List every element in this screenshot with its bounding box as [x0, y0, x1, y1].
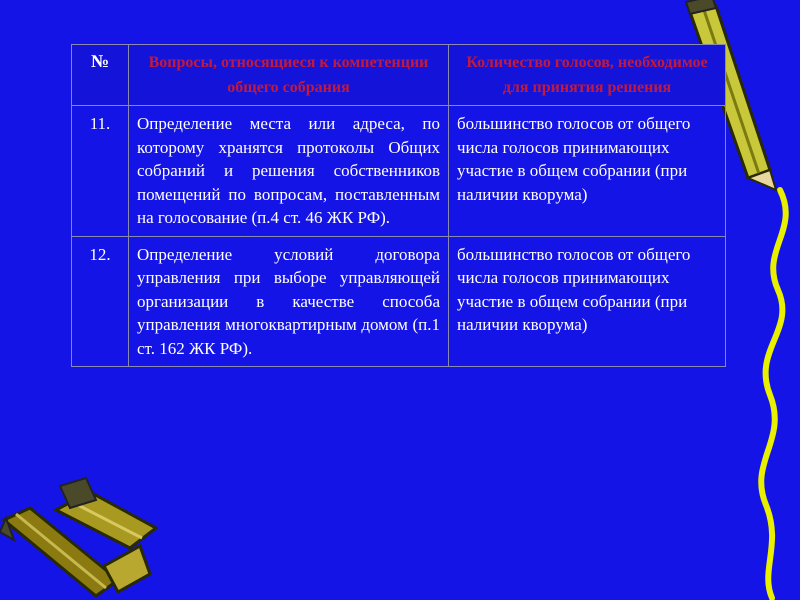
- squiggle-line: [761, 190, 786, 598]
- header-votes: Количество голосов, необходимое для принятия решения: [449, 45, 726, 106]
- table-row: [72, 106, 726, 237]
- row-question: Определение условий договора управления при выборе управляющей организации в качестве способа управления многоквартирным домом (п.1 ст. 162 ЖК РФ).: [129, 236, 449, 367]
- row-number: 11.: [72, 106, 129, 237]
- header-question: Вопросы, относящиеся к компетенции общего собрания: [129, 45, 449, 106]
- row-question: Определение места или адреса, по которому хранятся протоколы Общих собраний и решения собственников помещений по вопросам, поставленным на голосование (п.4 ст. 46 ЖК РФ).: [129, 106, 449, 237]
- competence-table: [71, 44, 726, 367]
- table-header-row: [72, 45, 726, 106]
- pencils-icon: [0, 478, 156, 596]
- row-number: 12.: [72, 236, 129, 367]
- row-votes: большинство голосов от общего числа голосов принимающих участие в общем собрании (при наличии кворума): [449, 106, 726, 237]
- row-votes: большинство голосов от общего числа голосов принимающих участие в общем собрании (при наличии кворума): [449, 236, 726, 367]
- table-row: [72, 236, 726, 367]
- header-number: №: [72, 45, 129, 106]
